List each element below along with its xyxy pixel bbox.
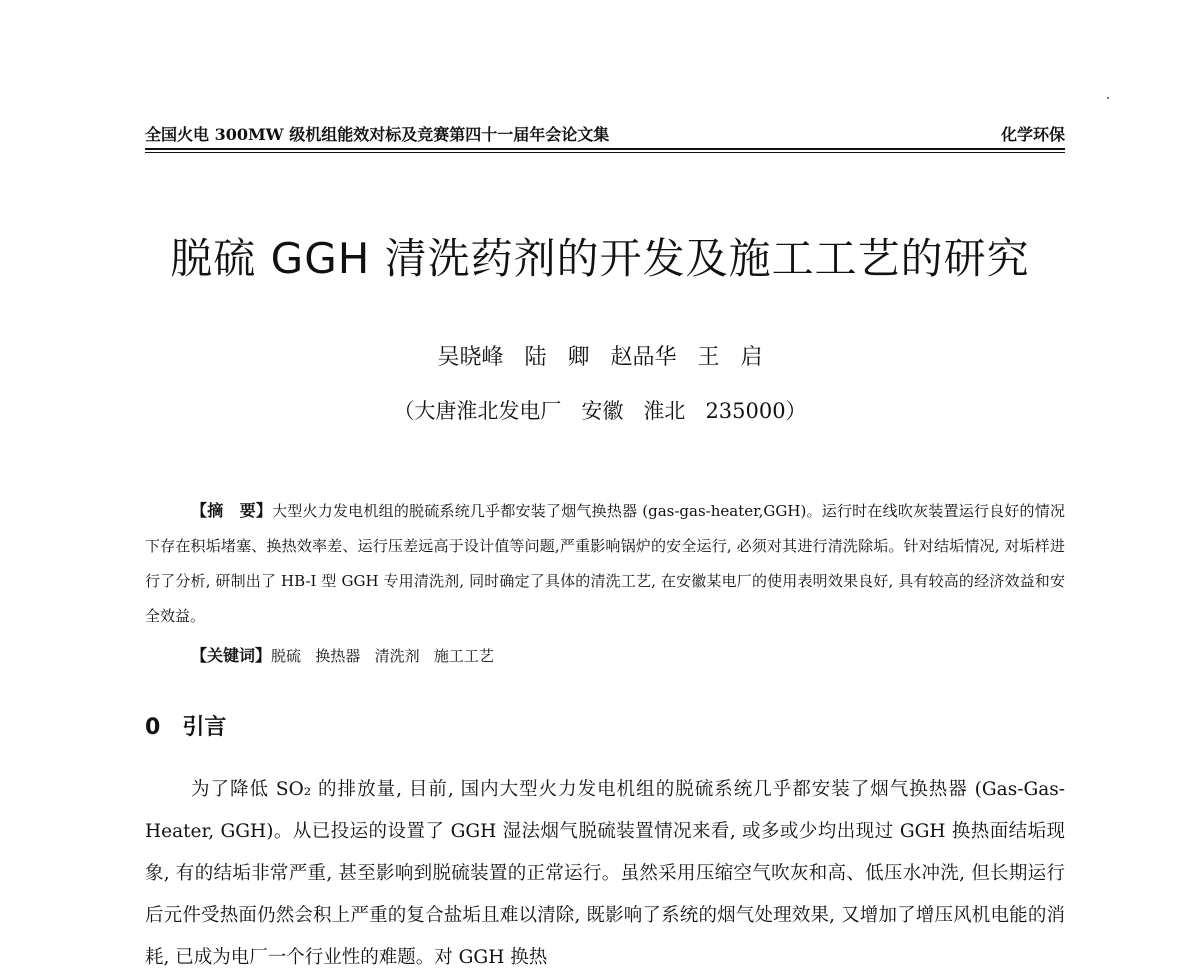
- running-header-left: 全国火电 300MW 级机组能效对标及竞赛第四十一届年会论文集: [145, 125, 610, 144]
- section-heading: [145, 710, 226, 741]
- intro-paragraph: 为了降低 SO₂ 的排放量, 目前, 国内大型火力发电机组的脱硫系统几乎都安装了烟气换热器 (Gas-Gas-Heater, GGH)。从已投运的设置了 GGH 湿法烟气脱硫装置情况来看, 或多或少均出现过 GGH 换热面结垢现象, 有的结垢非常严重, 甚至影响到脱硫装置的正常运行。虽然采用压缩空气吹灰和高、低压水冲洗, 但长期运行后元件受热面仍然会积上严重的复合盐垢且难以清除, 既影响了系统的烟气处理效果, 又增加了增压风机电能的消耗, 已成为电厂一个行业性的难题。对 GGH 换热: [145, 779, 1065, 968]
- abstract-text: 大型火力发电机组的脱硫系统几乎都安装了烟气换热器 (gas-gas-heater,GGH)。运行时在线吹灰装置运行良好的情况下存在积垢堵塞、换热效率差、运行压差远高于设计值等问题,严重影响锅炉的安全运行, 必须对其进行清洗除垢。针对结垢情况, 对垢样进行了分析, 研制出了 HB-I 型 GGH 专用清洗剂, 同时确定了具体的清洗工艺, 在安徽某电厂的使用表明效果良好, 具有较高的经济效益和安全效益。: [145, 502, 1065, 625]
- header-rule-thin: [145, 152, 1065, 153]
- affiliation: （大唐淮北发电厂 安徽 淮北 235000）: [393, 399, 807, 423]
- section-number: 0: [145, 715, 161, 740]
- author-list: 吴晓峰 陆 卿 赵品华 王 启: [437, 345, 763, 370]
- keywords-label: 【关键词】: [191, 646, 272, 665]
- running-header-right: 化学环保: [1000, 125, 1065, 144]
- keywords-text: 脱硫 换热器 清洗剂 施工工艺: [271, 647, 494, 665]
- section-title: 引言: [182, 715, 227, 740]
- abstract-label: 【摘 要】: [191, 501, 273, 520]
- paper-title: 脱硫 GGH 清洗药剂的开发及施工工艺的研究: [170, 234, 1030, 283]
- header-rule: [145, 148, 1065, 150]
- abstract: [145, 493, 1065, 634]
- running-header: [145, 122, 1065, 148]
- keywords: [191, 638, 1065, 674]
- scan-speck: [1107, 97, 1109, 99]
